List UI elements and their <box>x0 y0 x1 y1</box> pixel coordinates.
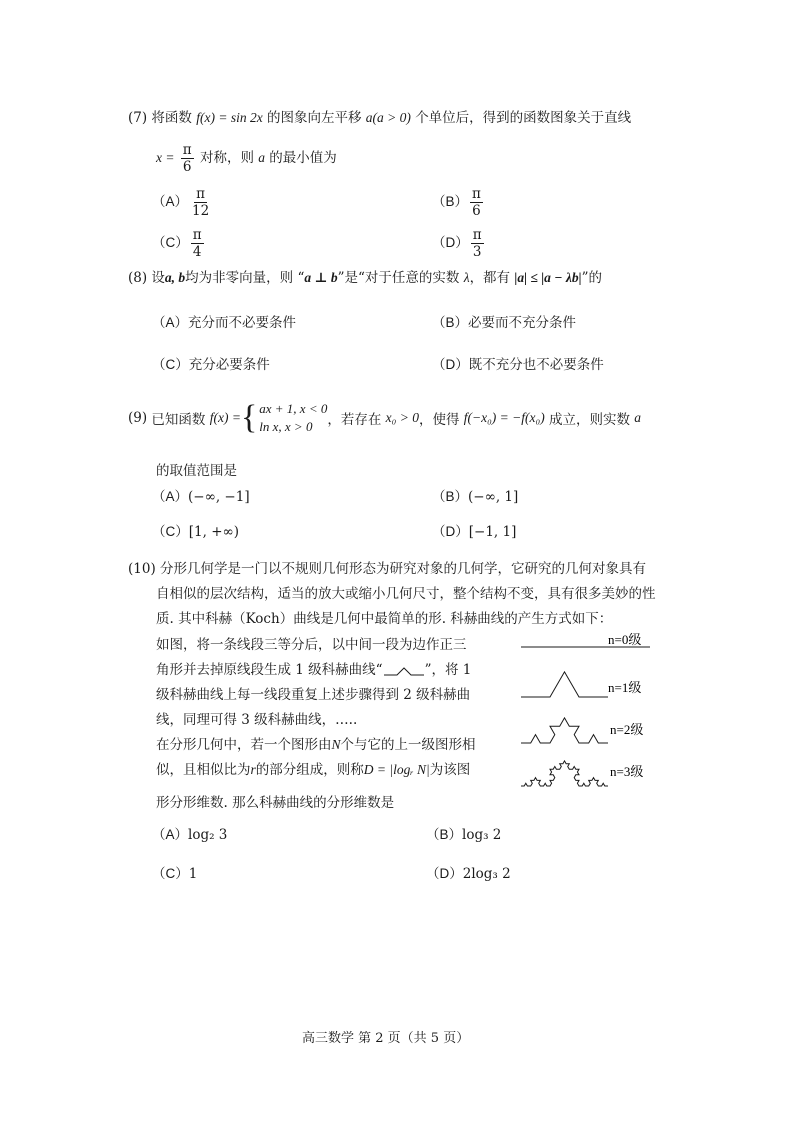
koch-level-2 <box>521 718 608 743</box>
koch-level-3 <box>521 761 608 786</box>
q10-line1 <box>128 557 646 577</box>
q10-option-b[interactable]: （B）log₃ 2 <box>426 827 502 843</box>
q9-option-d[interactable]: （D）[−1, 1] <box>432 524 517 540</box>
q10-text: 个与它的上一级图形相 <box>340 737 476 753</box>
q10-line10: 形分形维数. 那么科赫曲线的分形维数是 <box>156 795 395 811</box>
q9-condition: x₀ > 0 <box>385 410 419 425</box>
q7-option-a[interactable]: （A） $\frac{\pi}{12}$ <box>152 186 210 219</box>
q8-option-d[interactable]: （D）既不充分也不必要条件 <box>432 357 604 373</box>
q10-text: 在分形几何中，若一个图形由 <box>156 737 332 753</box>
q7-stem-line2 <box>156 142 337 175</box>
koch-label-n0: n=0级 <box>608 632 642 647</box>
q10-number: (10) <box>128 561 156 577</box>
q10-line4: 如图，将一条线段三等分后，以中间一段为边作正三 <box>156 637 467 653</box>
q9-text: 成立，则实数 <box>548 412 630 428</box>
q8-condition: a ⊥ b <box>304 270 338 285</box>
koch-label-n1: n=1级 <box>608 680 642 695</box>
q10-text: 角形并去掉原线段生成 1 级科赫曲线“ <box>156 662 383 678</box>
q7-option-b[interactable]: （B） $\frac{\pi}{6}$ <box>432 186 481 219</box>
q8-text: ，都有 <box>469 270 511 286</box>
q7-fraction: $\frac{\pi}{6}$ <box>182 142 192 175</box>
koch-level1-inline-icon <box>383 665 425 677</box>
koch-level-1 <box>521 672 608 697</box>
q10-option-a[interactable]: （A）log₂ 3 <box>152 827 228 843</box>
koch-label-n2: n=2级 <box>610 722 644 737</box>
q10-text: 为该图 <box>429 762 471 778</box>
q7-line-lhs: x = <box>156 150 175 165</box>
q7-option-c[interactable]: （C） $\frac{\pi}{4}$ <box>152 227 202 260</box>
q10-line8 <box>156 733 476 753</box>
q10-text: 的部分组成，则称 <box>255 762 364 778</box>
q10-text: 似，且相似比为 <box>156 762 251 778</box>
q8-option-c[interactable]: （C）充分必要条件 <box>152 357 270 373</box>
q9-text: ，使得 <box>418 412 460 428</box>
koch-label-n3: n=3级 <box>610 764 644 779</box>
q9-text: ，若存在 <box>327 412 382 428</box>
q10-line7: 线，同理可得 3 级科赫曲线，….. <box>156 712 358 728</box>
q8-number: (8) <box>128 270 148 286</box>
q9-stem <box>128 400 641 436</box>
q9-function-lhs: f(x) = <box>209 410 241 425</box>
q10-option-c[interactable]: （C）1 <box>152 866 198 882</box>
q9-piecewise <box>241 400 327 436</box>
q7-text: 将函数 <box>151 110 192 126</box>
page-footer: 高三数学 第 2 页（共 5 页） <box>302 1031 470 1046</box>
q8-vectors: a, b <box>164 270 186 285</box>
q10-line3: 质. 其中科赫（Koch）曲线是几何中最简单的形. 科赫曲线的产生方式如下： <box>156 611 613 627</box>
q9-text: 已知函数 <box>151 412 206 428</box>
q8-text: 设 <box>151 270 165 286</box>
q10-var-n: N <box>331 737 341 752</box>
koch-curve-figure <box>518 630 658 800</box>
q8-text: 均为非零向量，则 “ <box>185 270 305 286</box>
q9-case-2: ln x, x > 0 <box>259 419 313 434</box>
q8-lambda: λ <box>463 270 470 285</box>
q9-case-1: ax + 1, x < 0 <box>259 401 328 416</box>
q9-option-c[interactable]: （C）[1, +∞) <box>152 524 240 540</box>
q7-stem-line1 <box>128 106 631 126</box>
q8-stem <box>128 266 602 286</box>
q10-line2: 自相似的层次结构，适当的放大或缩小几何尺寸，整个结构不变，具有很多美妙的性 <box>156 586 656 602</box>
q8-text: ”的 <box>581 270 602 286</box>
q10-line6: 级科赫曲线上每一线段重复上述步骤得到 2 级科赫曲 <box>156 687 471 703</box>
q9-equation: f(−x₀) = −f(x₀) <box>463 410 545 425</box>
q10-text: ”，将 1 <box>424 662 472 678</box>
q7-number: (7) <box>128 110 148 126</box>
q7-option-d[interactable]: （D） $\frac{\pi}{3}$ <box>432 227 482 260</box>
q7-text: 的图象向左平移 <box>266 110 362 126</box>
q10-text: 分形几何学是一门以不规则几何形态为研究对象的几何学，它研究的几何对象具有 <box>160 561 647 577</box>
q10-option-d[interactable]: （D）2log₃ 2 <box>426 866 511 882</box>
q8-inequality: |a| ≤ |a − λb| <box>514 270 582 285</box>
q9-var-a: a <box>634 410 642 425</box>
q8-option-a[interactable]: （A）充分而不必要条件 <box>152 315 297 331</box>
q7-text: 对称，则 <box>199 150 254 166</box>
q7-var-a: a <box>258 150 265 165</box>
q9-number: (9) <box>128 410 148 426</box>
q8-option-b[interactable]: （B）必要而不充分条件 <box>432 315 577 331</box>
q7-function: f(x) = sin 2x <box>196 110 263 125</box>
q10-dimension-formula: D = |logᵣ N| <box>363 762 430 777</box>
q7-shift: a(a > 0) <box>365 110 411 125</box>
q10-var-r: r <box>250 762 256 777</box>
q9-option-b[interactable]: （B）(−∞, 1] <box>432 489 519 505</box>
q7-text: 的最小值为 <box>269 150 337 166</box>
q8-text: ”是“对于任意的实数 <box>337 270 460 286</box>
q9-option-a[interactable]: （A）(−∞, −1] <box>152 489 250 505</box>
q10-line5 <box>156 658 471 678</box>
q9-stem-line2: 的取值范围是 <box>156 463 237 479</box>
q10-line9 <box>156 758 470 778</box>
q7-text: 个单位后，得到的函数图象关于直线 <box>415 110 632 126</box>
left-brace-icon: { <box>240 399 258 436</box>
